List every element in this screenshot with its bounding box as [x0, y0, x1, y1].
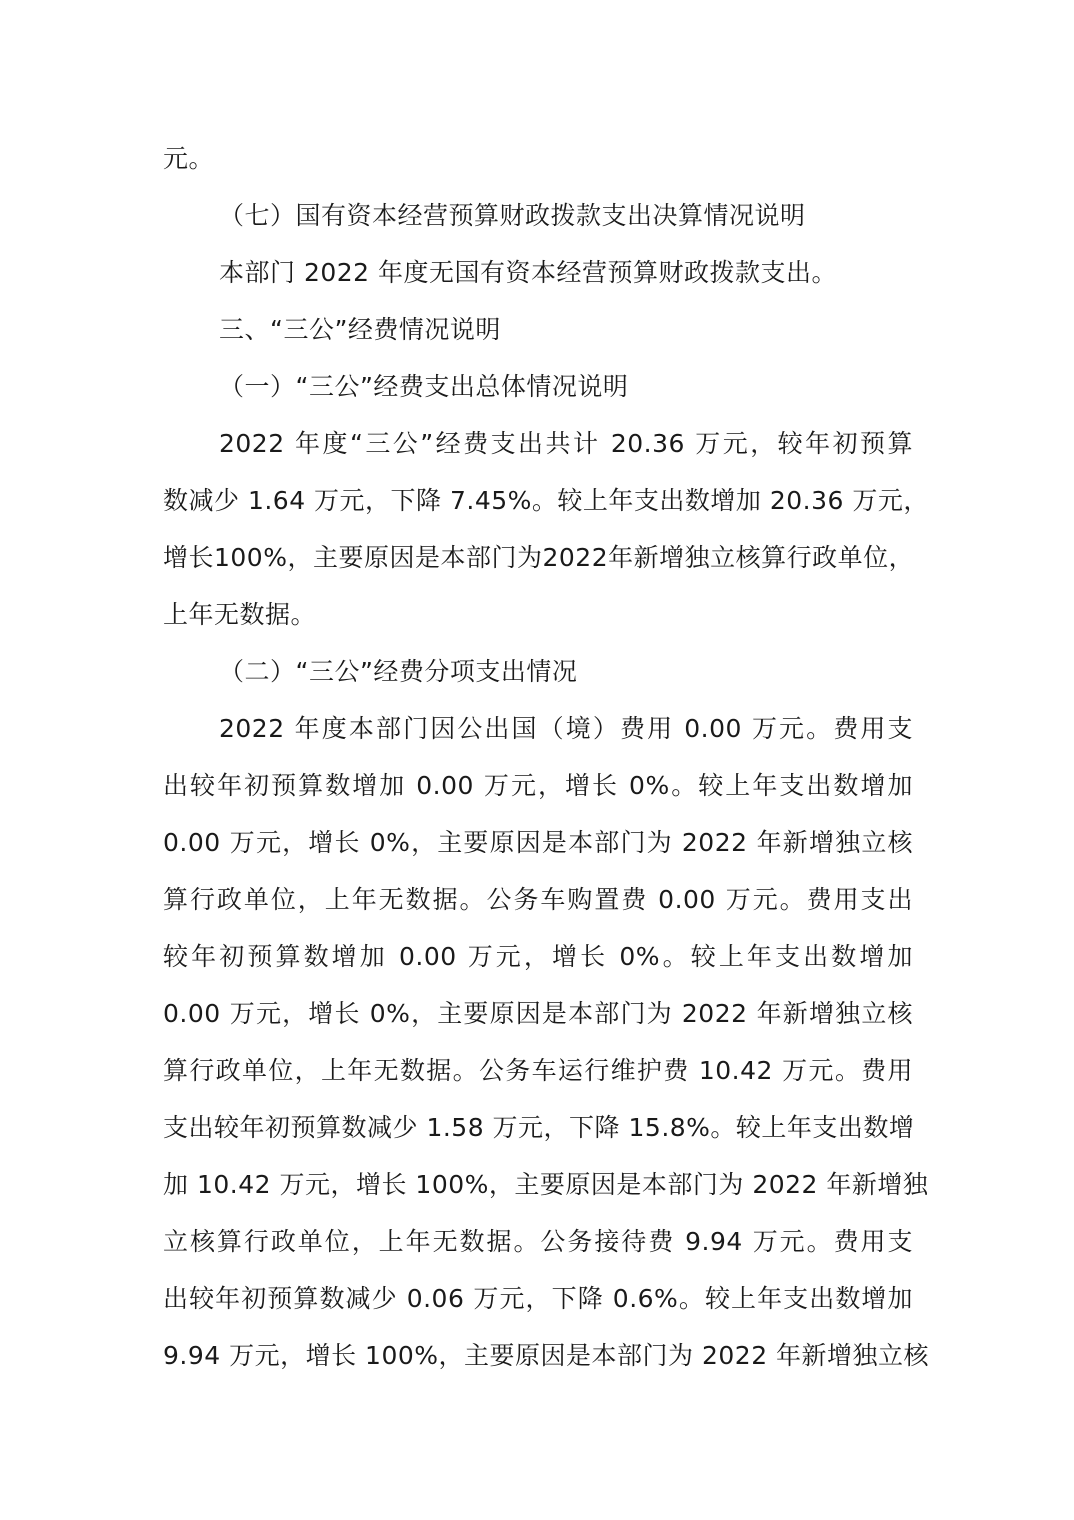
paragraph-line: 立核算行政单位，上年无数据。公务接待费 9.94 万元。费用支 — [163, 1227, 913, 1256]
subheading-itemized: （二）“三公”经费分项支出情况 — [219, 657, 578, 686]
paragraph-line: 算行政单位，上年无数据。公务车购置费 0.00 万元。费用支出 — [163, 885, 913, 914]
paragraph-line: 9.94 万元，增长 100%，主要原因是本部门为 2022 年新增独立核 — [163, 1341, 930, 1370]
text-line-no-state-capital: 本部门 2022 年度无国有资本经营预算财政拨款支出。 — [219, 258, 838, 287]
paragraph-line: 0.00 万元，增长 0%，主要原因是本部门为 2022 年新增独立核 — [163, 999, 913, 1028]
paragraph-line: 算行政单位，上年无数据。公务车运行维护费 10.42 万元。费用 — [163, 1056, 913, 1085]
paragraph-line: 增长100%，主要原因是本部门为2022年新增独立核算行政单位， — [163, 543, 915, 572]
paragraph-line: 上年无数据。 — [163, 600, 317, 629]
subheading-overall: （一）“三公”经费支出总体情况说明 — [219, 372, 629, 401]
paragraph-line: 2022 年度本部门因公出国（境）费用 0.00 万元。费用支 — [219, 714, 913, 743]
section-heading-seven: （七）国有资本经营预算财政拨款支出决算情况说明 — [219, 201, 806, 230]
section-heading-three-public: 三、“三公”经费情况说明 — [219, 315, 501, 344]
paragraph-line: 2022 年度“三公”经费支出共计 20.36 万元，较年初预算 — [219, 429, 913, 458]
paragraph-line: 0.00 万元，增长 0%，主要原因是本部门为 2022 年新增独立核 — [163, 828, 913, 857]
paragraph-line: 数减少 1.64 万元，下降 7.45%。较上年支出数增加 20.36 万元， — [163, 486, 929, 515]
paragraph-line: 出较年初预算数增加 0.00 万元，增长 0%。较上年支出数增加 — [163, 771, 913, 800]
paragraph-itemized — [163, 700, 930, 1384]
text-line-continuation: 元。 — [163, 144, 215, 173]
paragraph-line: 较年初预算数增加 0.00 万元，增长 0%。较上年支出数增加 — [163, 942, 913, 971]
paragraph-line: 加 10.42 万元，增长 100%，主要原因是本部门为 2022 年新增独 — [163, 1170, 929, 1199]
paragraph-overall — [163, 415, 929, 643]
paragraph-line: 出较年初预算数减少 0.06 万元，下降 0.6%。较上年支出数增加 — [163, 1284, 913, 1313]
paragraph-line: 支出较年初预算数减少 1.58 万元，下降 15.8%。较上年支出数增 — [163, 1113, 915, 1142]
document-body — [163, 130, 930, 1384]
